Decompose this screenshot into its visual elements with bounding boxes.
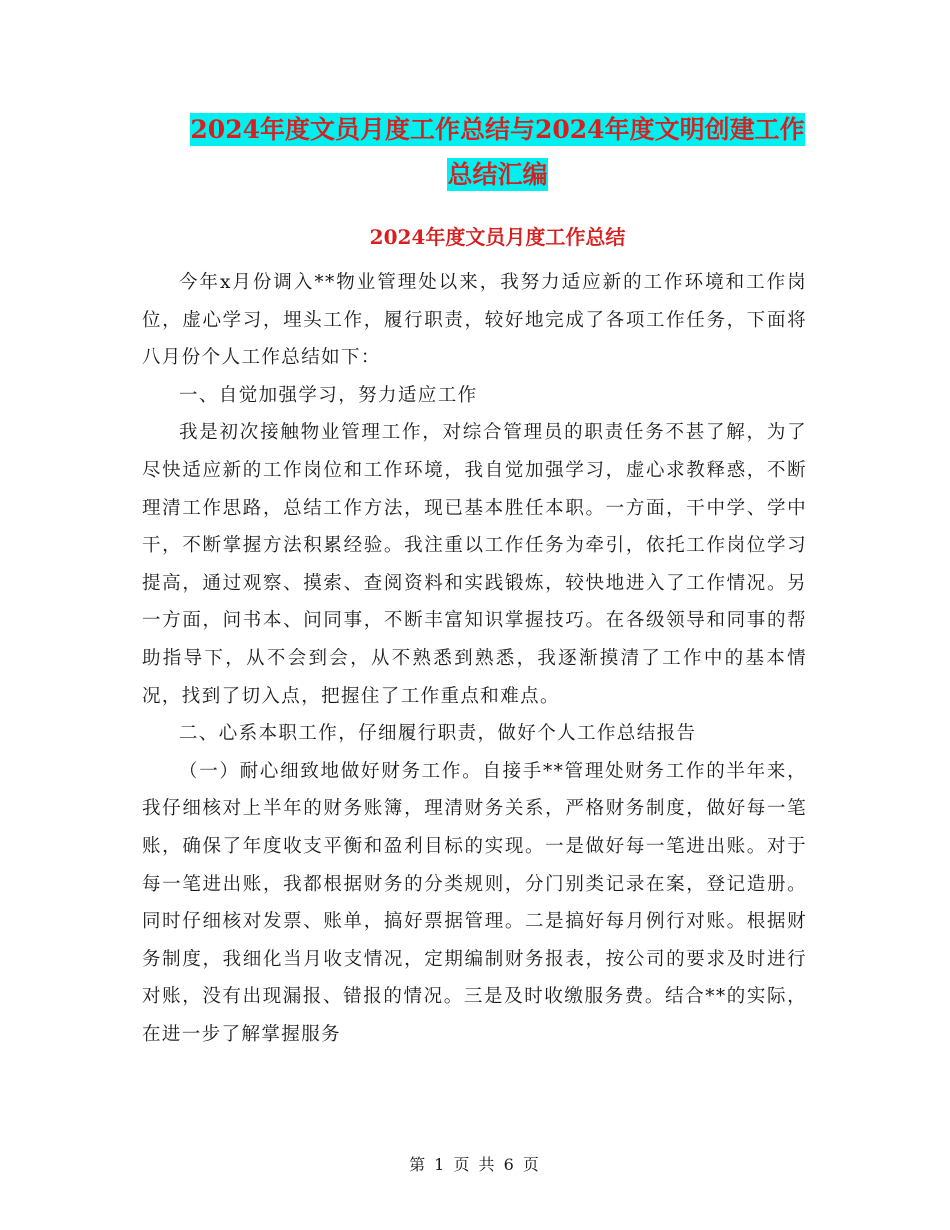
section-title: 2024年度文员月度工作总结 — [369, 225, 626, 249]
document-title-line-1: 2024年度文员月度工作总结与2024年度文明创建工作 — [190, 115, 805, 144]
document-body — [142, 264, 807, 1053]
document-title-line-2: 总结汇编 — [447, 160, 548, 189]
document-title — [140, 108, 855, 152]
heading-1: 一、自觉加强学习，努力适应工作 — [179, 384, 478, 406]
paragraph-finance: （一）耐心细致地做好财务工作。自接手**管理处财务工作的半年来，我仔细核对上半年的财务账簿，理清财务关系，严格财务制度，做好每一笔账，确保了年度收支平衡和盈利目标的实现。一是做好每一笔进出账。对于每一笔进出账，我都根据财务的分类规则，分门别类记录在案，登记造册。同时仔细核对发票、账单，搞好票据管理。二是搞好每月例行对账。根据财务制度，我细化当月收支情况，定期编制财务报表，按公司的要求及时进行对账，没有出现漏报、错报的情况。三是及时收缴服务费。结合**的实际，在进一步了解掌握服务 — [142, 760, 807, 1045]
paragraph-intro: 今年x月份调入**物业管理处以来，我努力适应新的工作环境和工作岗位，虚心学习，埋头工作，履行职责，较好地完成了各项工作任务，下面将八月份个人工作总结如下： — [142, 272, 807, 369]
heading-2: 二、心系本职工作，仔细履行职责，做好个人工作总结报告 — [179, 723, 697, 745]
paragraph-learning: 我是初次接触物业管理工作，对综合管理员的职责任务不甚了解，为了尽快适应新的工作岗位和工作环境，我自觉加强学习，虚心求教释惑，不断理清工作思路，总结工作方法，现已基本胜任本职。一方面，干中学、学中干，不断掌握方法积累经验。我注重以工作任务为牵引，依托工作岗位学习提高，通过观察、摸索、查阅资料和实践锻炼，较快地进入了工作情况。另一方面，问书本、问同事，不断丰富知识掌握技巧。在各级领导和同事的帮助指导下，从不会到会，从不熟悉到熟悉，我逐渐摸清了工作中的基本情况，找到了切入点，把握住了工作重点和难点。 — [142, 422, 807, 707]
document-title-continued — [140, 153, 855, 197]
page-footer: 第 1 页 共 6 页 — [409, 1155, 541, 1174]
